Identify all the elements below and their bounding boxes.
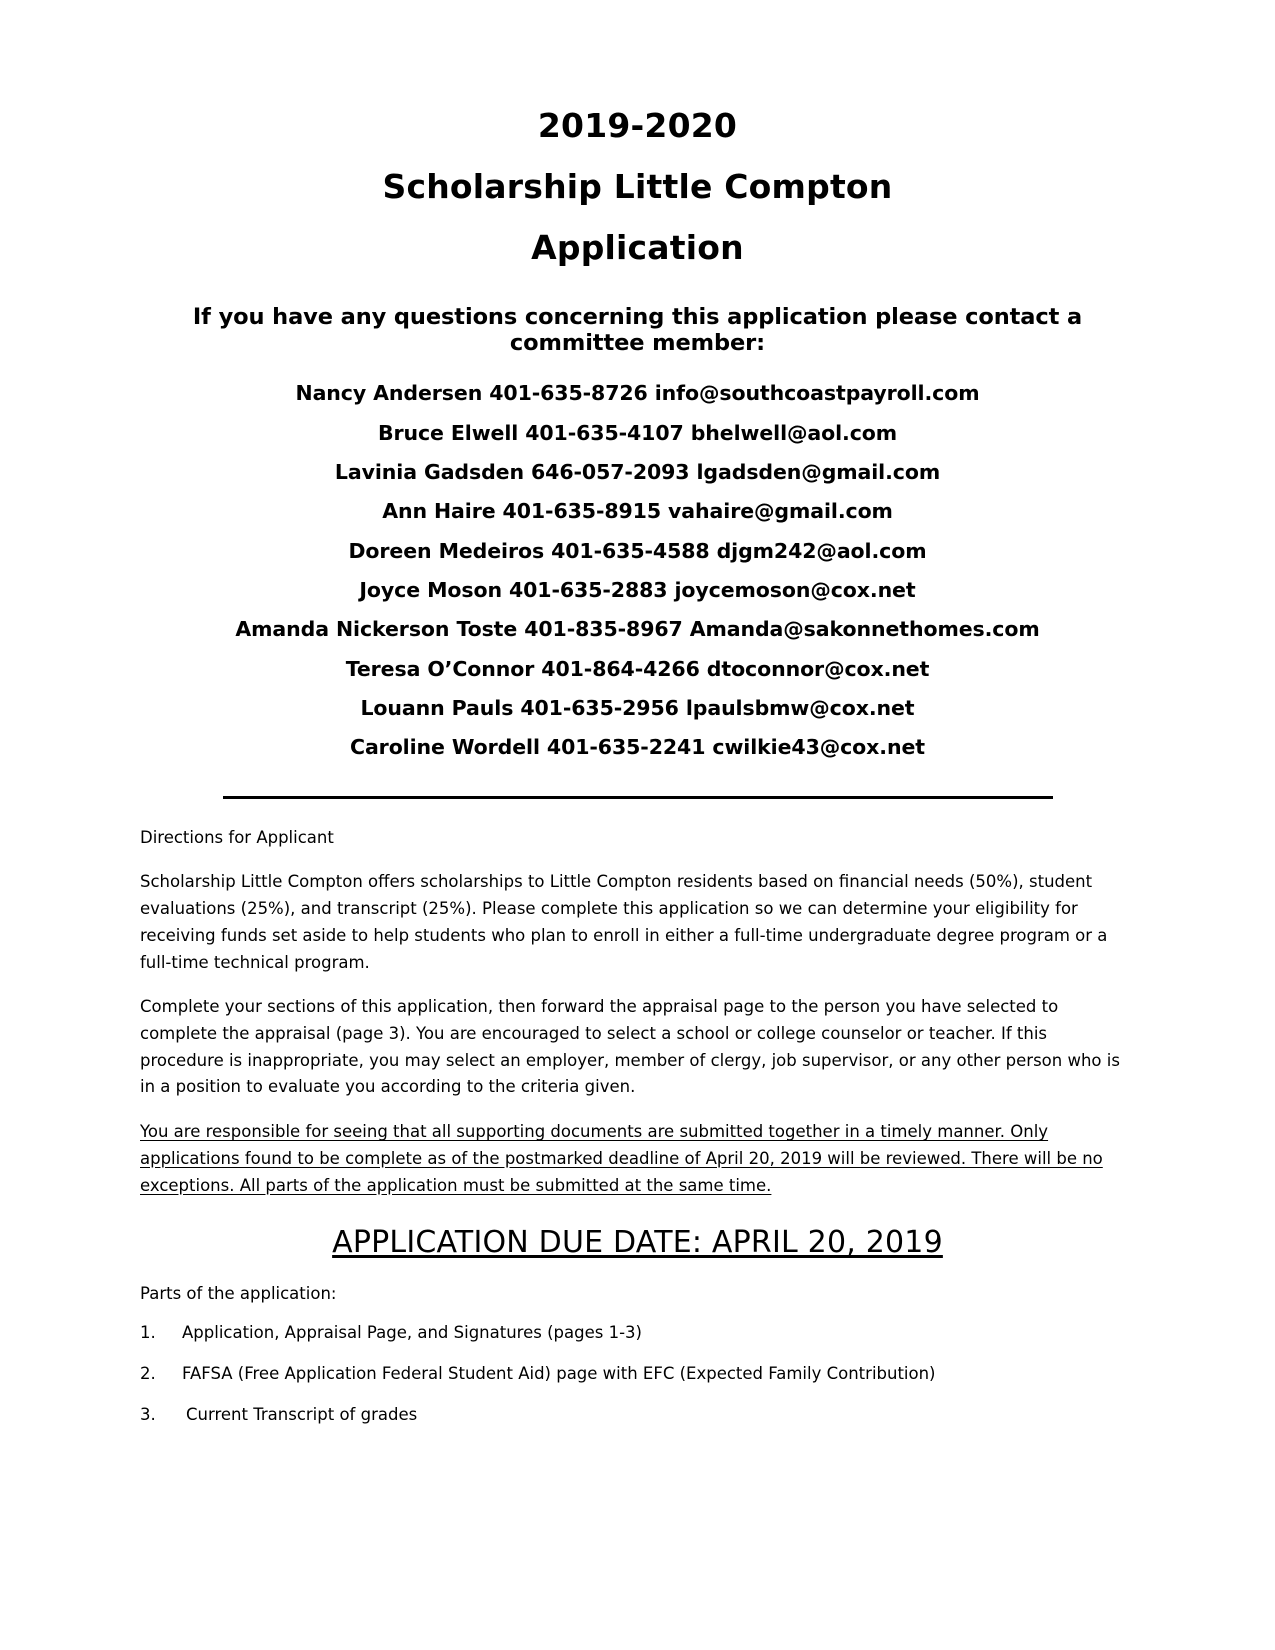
list-item: Bruce Elwell 401-635-4107 bhelwell@aol.com (377, 420, 898, 445)
directions-section (140, 825, 1135, 1200)
page-title-type: Application (531, 228, 744, 268)
horizontal-rule (223, 796, 1053, 799)
directions-paragraph-1: Scholarship Little Compton offers scholarships to Little Compton residents based on financial needs (50%), student evaluations (25%), and transcript (25%). Please complete this application so we can determine your eligibility for receiving funds set aside to help students who plan to enroll in either a full-time undergraduate degree program or a full-time technical program. (140, 872, 1108, 972)
list-item-number: 1. (140, 1323, 156, 1343)
page-title-organization: Scholarship Little Compton (382, 167, 893, 207)
section-divider-wrap (140, 796, 1135, 799)
list-item: Louann Pauls 401-635-2956 lpaulsbmw@cox.net (360, 696, 915, 721)
list-item: Amanda Nickerson Toste 401-835-8967 Amanda@sakonnethomes.com (235, 617, 1040, 642)
list-item: Caroline Wordell 401-635-2241 cwilkie43@cox.net (350, 735, 925, 760)
directions-paragraph-3: You are responsible for seeing that all supporting documents are submitted together in a timely manner. Only applications found to be complete as of the postmarked deadline of April 20, 2019 will be reviewed. There will be no exceptions. All parts of the application must be submitted at the same time. (140, 1122, 1103, 1195)
committee-member-list (140, 374, 1135, 768)
list-item-label: Current Transcript of grades (186, 1405, 418, 1425)
list-item-number: 3. (140, 1405, 156, 1425)
list-item (140, 1364, 1135, 1383)
page-title-year: 2019-2020 (537, 106, 738, 145)
list-item-label: FAFSA (Free Application Federal Student Aid) page with EFC (Expected Family Contribution) (182, 1364, 936, 1384)
list-item: Joyce Moson 401-635-2883 joycemoson@cox.net (359, 577, 916, 602)
directions-label: Directions for Applicant (140, 827, 334, 847)
list-item: Lavinia Gadsden 646-057-2093 lgadsden@gmail.com (334, 459, 941, 484)
list-item (140, 1323, 1135, 1342)
directions-paragraph-2: Complete your sections of this application, then forward the appraisal page to the person you have selected to complete the appraisal (page 3). You are encouraged to select a school or college counselor or teacher. If this procedure is inappropriate, you may select an employer, member of clergy, job supervisor, or any other person who is in a position to evaluate you according to the criteria given. (140, 997, 1120, 1097)
list-item: Ann Haire 401-635-8915 vahaire@gmail.com (382, 499, 893, 524)
parts-label: Parts of the application: (140, 1284, 337, 1304)
document-title-block (140, 95, 1135, 278)
list-item-label: Application, Appraisal Page, and Signatures (pages 1-3) (182, 1323, 642, 1343)
list-item: Teresa O’Connor 401-864-4266 dtoconnor@cox.net (345, 656, 930, 681)
list-item (140, 1405, 1135, 1424)
list-item: Nancy Andersen 401-635-8726 info@southcoastpayroll.com (295, 381, 980, 406)
parts-list (140, 1323, 1135, 1424)
due-date-heading: APPLICATION DUE DATE: APRIL 20, 2019 (332, 1225, 943, 1261)
contact-heading: If you have any questions concerning this application please contact a committee member: (192, 304, 1083, 357)
list-item: Doreen Medeiros 401-635-4588 djgm242@aol.com (348, 538, 927, 563)
list-item-number: 2. (140, 1364, 156, 1384)
